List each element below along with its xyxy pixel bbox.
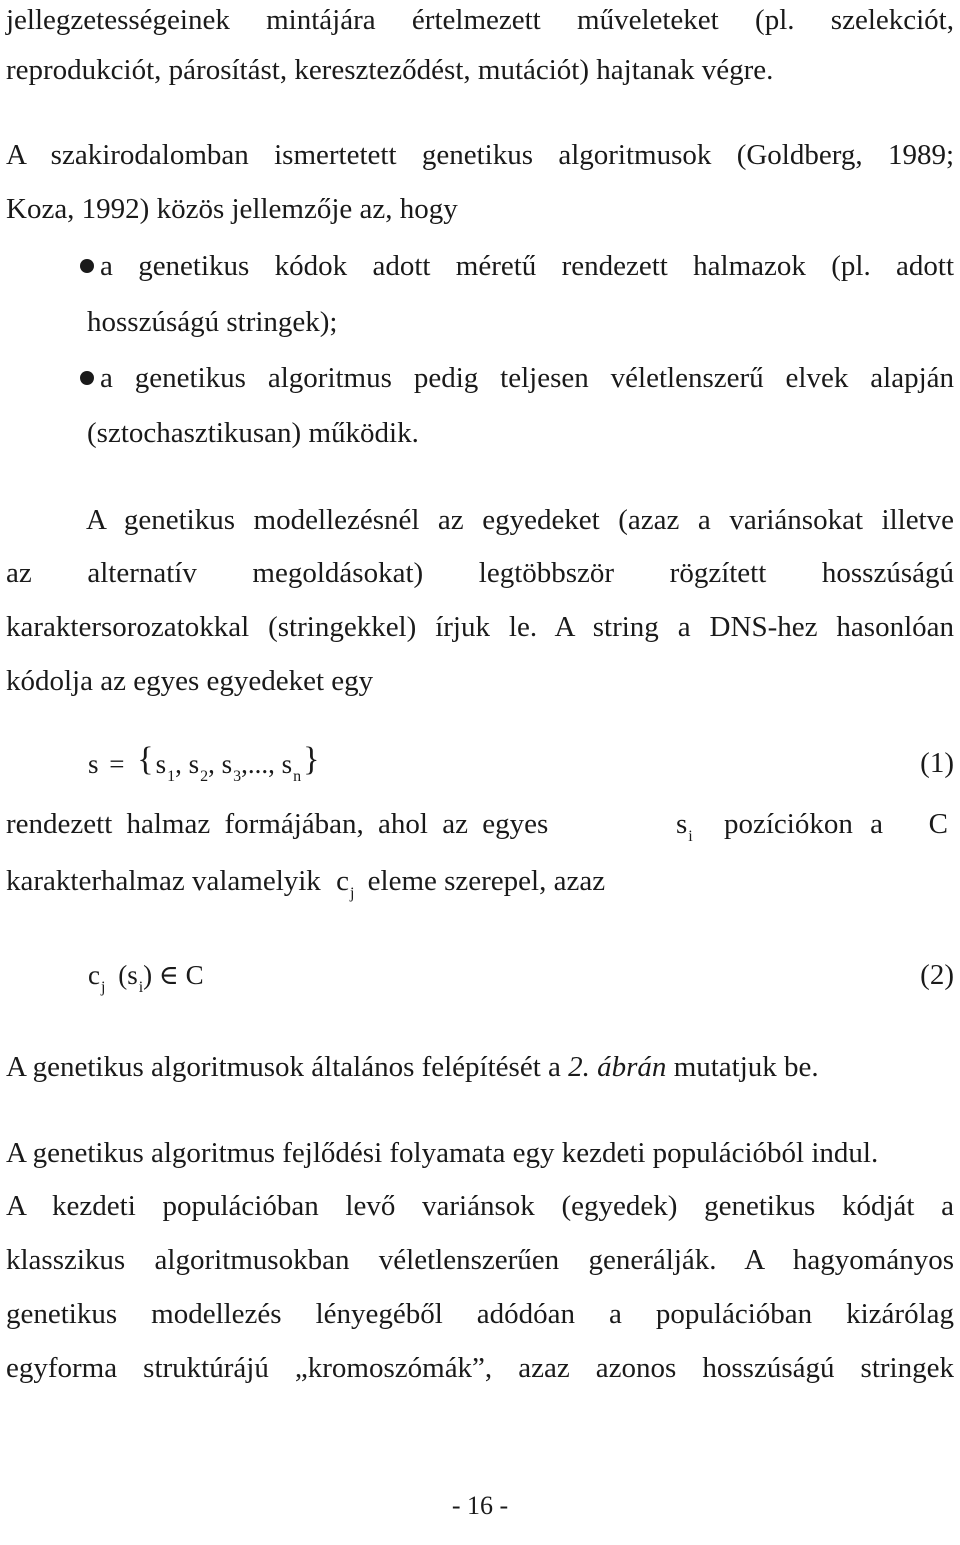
equation-2: $c_j$ $(s_i)$ ∈ C <box>88 960 204 996</box>
text-span: mutatjuk be. <box>673 1051 819 1083</box>
text-span: karakterhalmaz valamelyik <box>6 865 321 897</box>
text-line <box>6 804 954 844</box>
bullet-text: a genetikus algoritmus pedig teljesen véletlenszerű elvek alapján <box>100 362 954 394</box>
equation-number: (1) <box>920 747 954 779</box>
text-line: Koza, 1992) közös jellemzője az, hogy <box>6 193 458 225</box>
text-line: A szakirodalomban ismertetett genetikus algoritmusok (Goldberg, 1989; <box>6 139 954 171</box>
math-brace: { <box>137 741 154 778</box>
math-subscript: 1 <box>167 768 176 785</box>
math-brace: } <box>303 741 320 778</box>
text-line: klasszikus algoritmusokban véletlenszerűen generálják. A hagyományos <box>6 1244 954 1276</box>
math-symbol: c <box>336 865 349 897</box>
inline-math <box>676 804 693 849</box>
math-term <box>188 749 209 785</box>
figure-reference: 2. ábrán <box>568 1051 667 1083</box>
inline-math <box>336 865 355 902</box>
bullet-continuation: hosszúságú stringek); <box>87 306 338 338</box>
text-line: kódolja az egyes egyedeket egy <box>6 665 374 697</box>
text-line <box>6 1047 954 1087</box>
text-line: A genetikus modellezésnél az egyedeket (azaz a variánsokat illetve <box>86 504 954 536</box>
math-term <box>221 749 242 785</box>
text-span: pozíciókon a <box>724 808 883 840</box>
text-line: az alternatív megoldásokat) legtöbbször rögzített hosszúságú <box>6 557 954 589</box>
math-subscript: 3 <box>233 768 242 785</box>
text-line: egyforma struktúrájú „kromoszómák”, azaz azonos hosszúságú stringek <box>6 1352 954 1384</box>
text-line: reprodukciót, párosítást, kereszteződést, mutációt) hajtanak végre. <box>6 54 774 86</box>
math-operator: = <box>109 749 125 779</box>
bullet-text: a genetikus kódok adott méretű rendezett halmazok (pl. adott <box>100 250 954 282</box>
math-subscript: j <box>100 979 106 996</box>
bullet-item <box>80 358 954 398</box>
math-subscript: i <box>138 979 144 996</box>
text-span: rendezett halmaz formájában, ahol az egyes <box>6 808 549 840</box>
math-operator: ∈ <box>158 960 179 990</box>
math-term <box>155 749 176 785</box>
text-line <box>6 861 954 901</box>
text-line: jellegzetességeinek mintájára értelmezett műveleteket (pl. szelekciót, <box>6 4 954 36</box>
bullet-continuation: (sztochasztikusan) működik. <box>87 417 419 449</box>
text-line: A genetikus algoritmus fejlődési folyamata egy kezdeti populációból indul. <box>6 1137 879 1169</box>
math-symbol: c <box>88 960 100 990</box>
math-subscript: n <box>293 768 302 785</box>
text-line: A kezdeti populációban levő variánsok (egyedek) genetikus kódját a <box>6 1190 954 1222</box>
bullet-item <box>80 246 954 286</box>
bullet-icon <box>80 371 94 385</box>
text-line: karaktersorozatokkal (stringekkel) írjuk le. A string a DNS-hez hasonlóan <box>6 611 954 643</box>
bullet-icon <box>80 259 94 273</box>
math-symbol: s <box>676 808 688 840</box>
text-line: genetikus modellezés lényegéből adódóan a populációban kizárólag <box>6 1298 954 1330</box>
equation-number: (2) <box>920 959 954 991</box>
math-symbol: s <box>281 749 293 779</box>
text-span: eleme szerepel, azaz <box>367 865 606 897</box>
math-subscript: i <box>688 828 693 845</box>
math-symbol: C <box>928 808 948 840</box>
math-ellipsis: ... <box>247 749 269 779</box>
math-symbol: s <box>88 749 99 779</box>
math-symbol: s <box>155 749 167 779</box>
math-subscript: j <box>349 885 355 902</box>
math-symbol: s <box>188 749 200 779</box>
equation-1: $s = \{s_1$, $s_2$, $s_3$,..., $s_n$} <box>88 741 321 785</box>
math-symbol: s <box>221 749 233 779</box>
math-symbol: C <box>185 960 204 990</box>
text-span: A genetikus algoritmusok általános felépítését a <box>6 1051 561 1083</box>
math-symbol: s <box>127 960 138 990</box>
math-term <box>281 749 302 785</box>
page-number: - 16 - <box>451 1491 509 1520</box>
math-subscript: 2 <box>200 768 209 785</box>
